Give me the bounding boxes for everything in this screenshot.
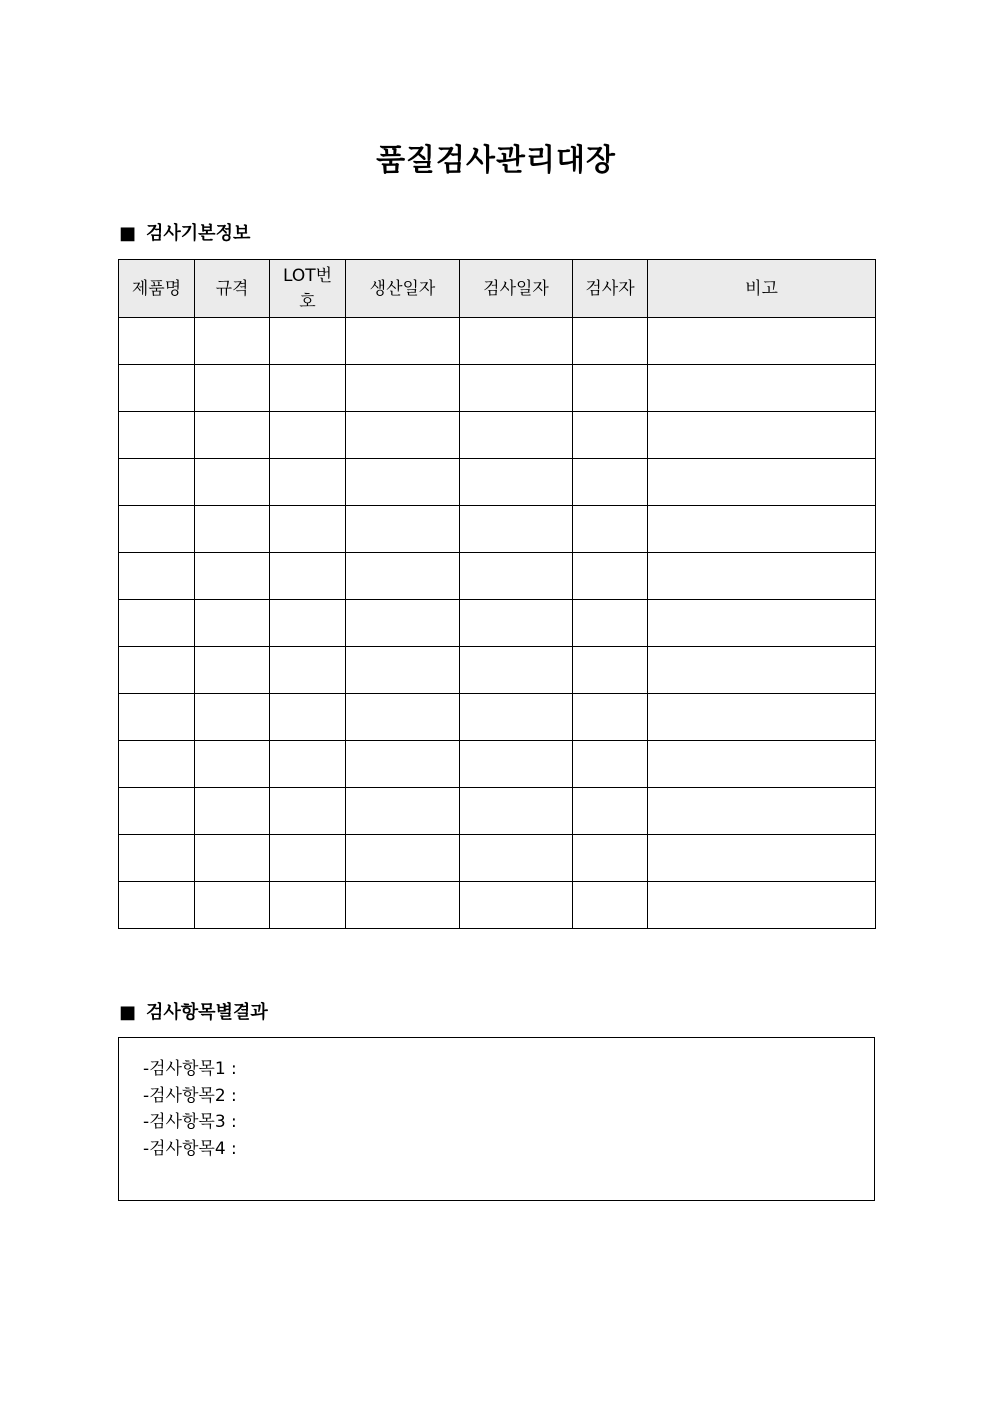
result-item-3: -검사항목3 :: [143, 1112, 237, 1132]
column-header-inspection-date: 검사일자: [460, 260, 573, 318]
column-header-production-date: 생산일자: [346, 260, 460, 318]
table-cell[interactable]: [119, 553, 195, 600]
table-cell[interactable]: [573, 365, 648, 412]
table-cell[interactable]: [119, 647, 195, 694]
table-cell[interactable]: [270, 788, 346, 835]
table-row: [119, 788, 876, 835]
table-cell[interactable]: [460, 788, 573, 835]
table-cell[interactable]: [195, 600, 270, 647]
table-cell[interactable]: [346, 835, 460, 882]
table-cell[interactable]: [573, 318, 648, 365]
table-cell[interactable]: [119, 835, 195, 882]
result-item-2: -검사항목2 :: [143, 1085, 237, 1106]
table-cell[interactable]: [573, 412, 648, 459]
table-cell[interactable]: [573, 694, 648, 741]
column-header-remarks: 비고: [648, 260, 876, 318]
table-cell[interactable]: [460, 694, 573, 741]
table-cell[interactable]: [648, 600, 876, 647]
table-row: [119, 318, 876, 365]
table-cell[interactable]: [195, 553, 270, 600]
column-header-spec: 규격: [195, 260, 270, 318]
table-cell[interactable]: [573, 882, 648, 929]
results-box: [118, 1037, 875, 1201]
table-row: [119, 365, 876, 412]
table-cell[interactable]: [270, 835, 346, 882]
table-cell[interactable]: [270, 600, 346, 647]
table-cell[interactable]: [346, 741, 460, 788]
table-row: [119, 694, 876, 741]
table-cell[interactable]: [346, 459, 460, 506]
table-cell[interactable]: [346, 412, 460, 459]
table-cell[interactable]: [119, 882, 195, 929]
table-cell[interactable]: [648, 882, 876, 929]
table-row: [119, 600, 876, 647]
column-header-product-name: 제품명: [119, 260, 195, 318]
table-cell[interactable]: [270, 318, 346, 365]
table-cell[interactable]: [460, 600, 573, 647]
table-cell[interactable]: [648, 788, 876, 835]
table-cell[interactable]: [346, 365, 460, 412]
table-cell[interactable]: [195, 412, 270, 459]
table-cell[interactable]: [460, 318, 573, 365]
table-row: [119, 835, 876, 882]
table-cell[interactable]: [119, 694, 195, 741]
table-cell[interactable]: [460, 741, 573, 788]
table-cell[interactable]: [119, 459, 195, 506]
table-row: [119, 553, 876, 600]
basic-info-heading-label: 검사기본정보: [146, 223, 251, 244]
table-cell[interactable]: [648, 553, 876, 600]
table-cell[interactable]: [270, 647, 346, 694]
table-cell[interactable]: [573, 741, 648, 788]
table-cell[interactable]: [648, 412, 876, 459]
table-cell[interactable]: [648, 318, 876, 365]
table-cell[interactable]: [119, 741, 195, 788]
table-cell[interactable]: [460, 459, 573, 506]
table-cell[interactable]: [346, 882, 460, 929]
table-cell[interactable]: [195, 694, 270, 741]
square-bullet-icon: ■: [119, 1002, 137, 1023]
table-cell[interactable]: [119, 600, 195, 647]
table-row: [119, 647, 876, 694]
table-cell[interactable]: [648, 694, 876, 741]
table-cell[interactable]: [119, 788, 195, 835]
table-cell[interactable]: [460, 647, 573, 694]
table-cell[interactable]: [573, 553, 648, 600]
table-cell[interactable]: [195, 741, 270, 788]
table-cell[interactable]: [573, 506, 648, 553]
table-cell[interactable]: [648, 647, 876, 694]
table-row: [119, 459, 876, 506]
table-header-row: [119, 260, 876, 318]
column-header-inspector: 검사자: [573, 260, 648, 318]
table-cell[interactable]: [346, 600, 460, 647]
table-cell[interactable]: [195, 459, 270, 506]
table-cell[interactable]: [195, 506, 270, 553]
table-cell[interactable]: [460, 365, 573, 412]
table-cell[interactable]: [460, 882, 573, 929]
table-cell[interactable]: [270, 694, 346, 741]
table-cell[interactable]: [195, 647, 270, 694]
table-cell[interactable]: [648, 459, 876, 506]
table-cell[interactable]: [460, 835, 573, 882]
basic-info-heading: [119, 223, 250, 245]
table-cell[interactable]: [195, 365, 270, 412]
table-cell[interactable]: [270, 553, 346, 600]
result-item-1: -검사항목1 :: [143, 1059, 237, 1079]
table-cell[interactable]: [119, 506, 195, 553]
table-cell[interactable]: [346, 553, 460, 600]
results-heading-label: 검사항목별결과: [146, 1002, 268, 1023]
table-cell[interactable]: [648, 835, 876, 882]
document-title: 품질검사관리대장: [376, 143, 616, 178]
table-cell[interactable]: [195, 788, 270, 835]
table-cell[interactable]: [119, 412, 195, 459]
square-bullet-icon: ■: [119, 223, 137, 244]
table-row: [119, 882, 876, 929]
table-cell[interactable]: [346, 788, 460, 835]
table-cell[interactable]: [270, 506, 346, 553]
column-header-lot-number: LOT번호: [270, 260, 346, 318]
table-cell[interactable]: [460, 506, 573, 553]
inspection-ledger-table: [118, 259, 876, 929]
table-cell[interactable]: [460, 412, 573, 459]
table-cell[interactable]: [460, 553, 573, 600]
table-cell[interactable]: [270, 741, 346, 788]
table-cell[interactable]: [648, 506, 876, 553]
table-cell[interactable]: [270, 882, 346, 929]
result-item-4: -검사항목4 :: [143, 1138, 237, 1159]
table-cell[interactable]: [573, 788, 648, 835]
table-cell[interactable]: [270, 365, 346, 412]
table-cell[interactable]: [346, 318, 460, 365]
table-cell[interactable]: [195, 835, 270, 882]
table-cell[interactable]: [119, 318, 195, 365]
results-heading: [119, 1002, 268, 1024]
table-row: [119, 506, 876, 553]
table-cell[interactable]: [573, 600, 648, 647]
table-cell[interactable]: [346, 647, 460, 694]
table-cell[interactable]: [573, 647, 648, 694]
table-cell[interactable]: [270, 412, 346, 459]
table-cell[interactable]: [195, 882, 270, 929]
table-cell[interactable]: [346, 506, 460, 553]
table-cell[interactable]: [648, 741, 876, 788]
table-cell[interactable]: [119, 365, 195, 412]
table-cell[interactable]: [573, 835, 648, 882]
table-cell[interactable]: [573, 459, 648, 506]
table-cell[interactable]: [648, 365, 876, 412]
table-cell[interactable]: [270, 459, 346, 506]
table-cell[interactable]: [195, 318, 270, 365]
table-cell[interactable]: [346, 694, 460, 741]
table-row: [119, 741, 876, 788]
table-row: [119, 412, 876, 459]
